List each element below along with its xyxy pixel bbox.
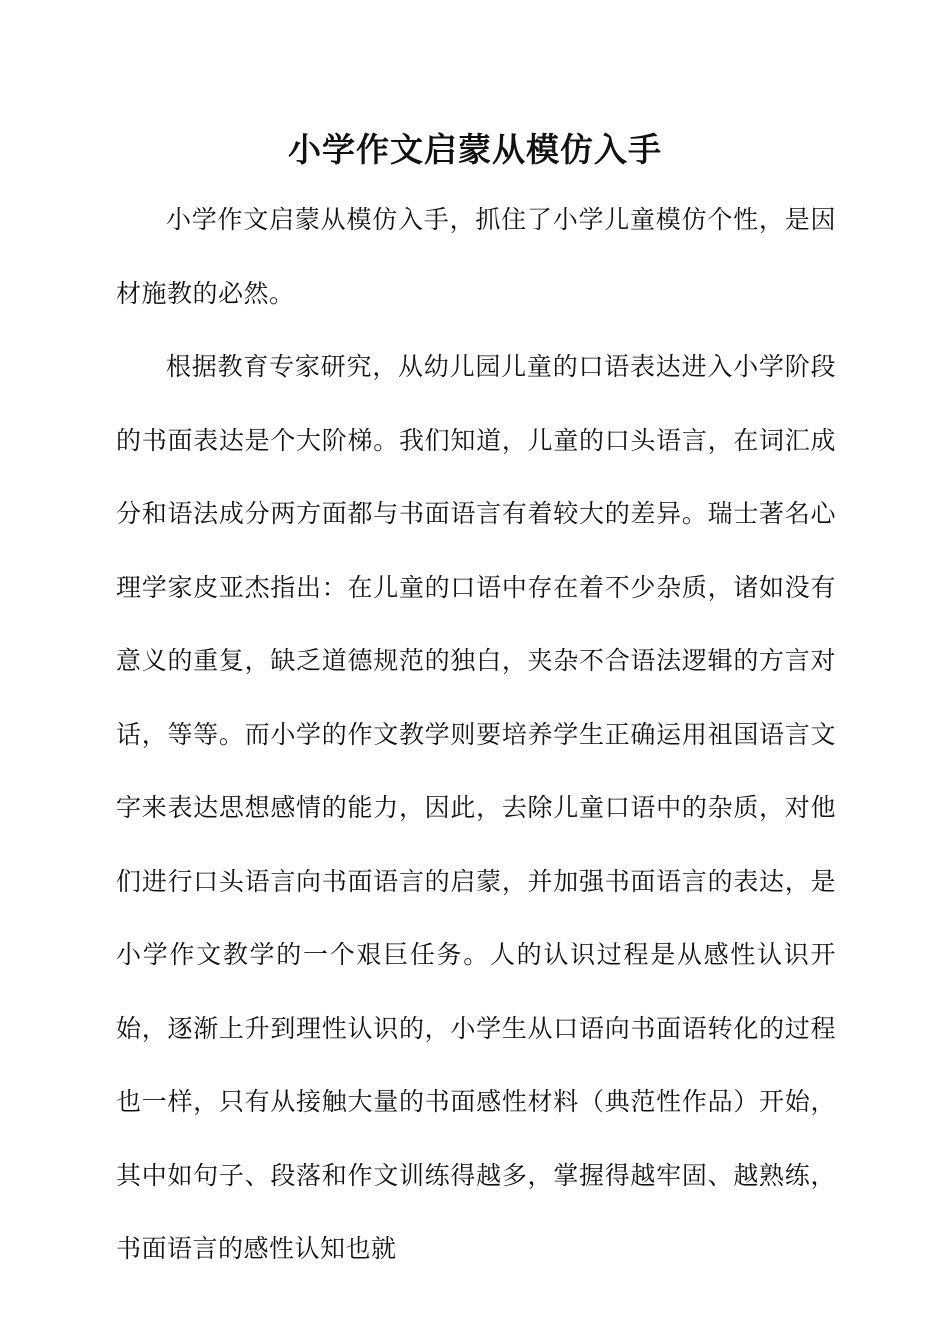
document-body (116, 183, 836, 1286)
paragraph: 根据教育专家研究，从幼儿园儿童的口语表达进入小学阶段的书面表达是个大阶梯。我们知道，儿童的口头语言，在词汇成分和语法成分两方面都与书面语言有着较大的差异。瑞士著名心理学家皮亚杰指出：在儿童的口语中存在着不少杂质，诸如没有意义的重复，缺乏道德规范的独白，夹杂不合语法逻辑的方言对话，等等。而小学的作文教学则要培养学生正确运用祖国语言文字来表达思想感情的能力，因此，去除儿童口语中的杂质，对他们进行口头语言向书面语言的启蒙，并加强书面语言的表达，是小学作文教学的一个艰巨任务。人的认识过程是从感性认识开始，逐渐上升到理性认识的，小学生从口语向书面语转化的过程也一样，只有从接触大量的书面感性材料（典范性作品）开始，其中如句子、段落和作文训练得越多，掌握得越牢固、越熟练，书面语言的感性认知也就 (116, 352, 836, 1263)
paragraph: 小学作文启蒙从模仿入手，抓住了小学儿童模仿个性，是因材施教的必然。 (116, 205, 836, 308)
document-title: 小学作文启蒙从模仿入手 (288, 130, 662, 169)
